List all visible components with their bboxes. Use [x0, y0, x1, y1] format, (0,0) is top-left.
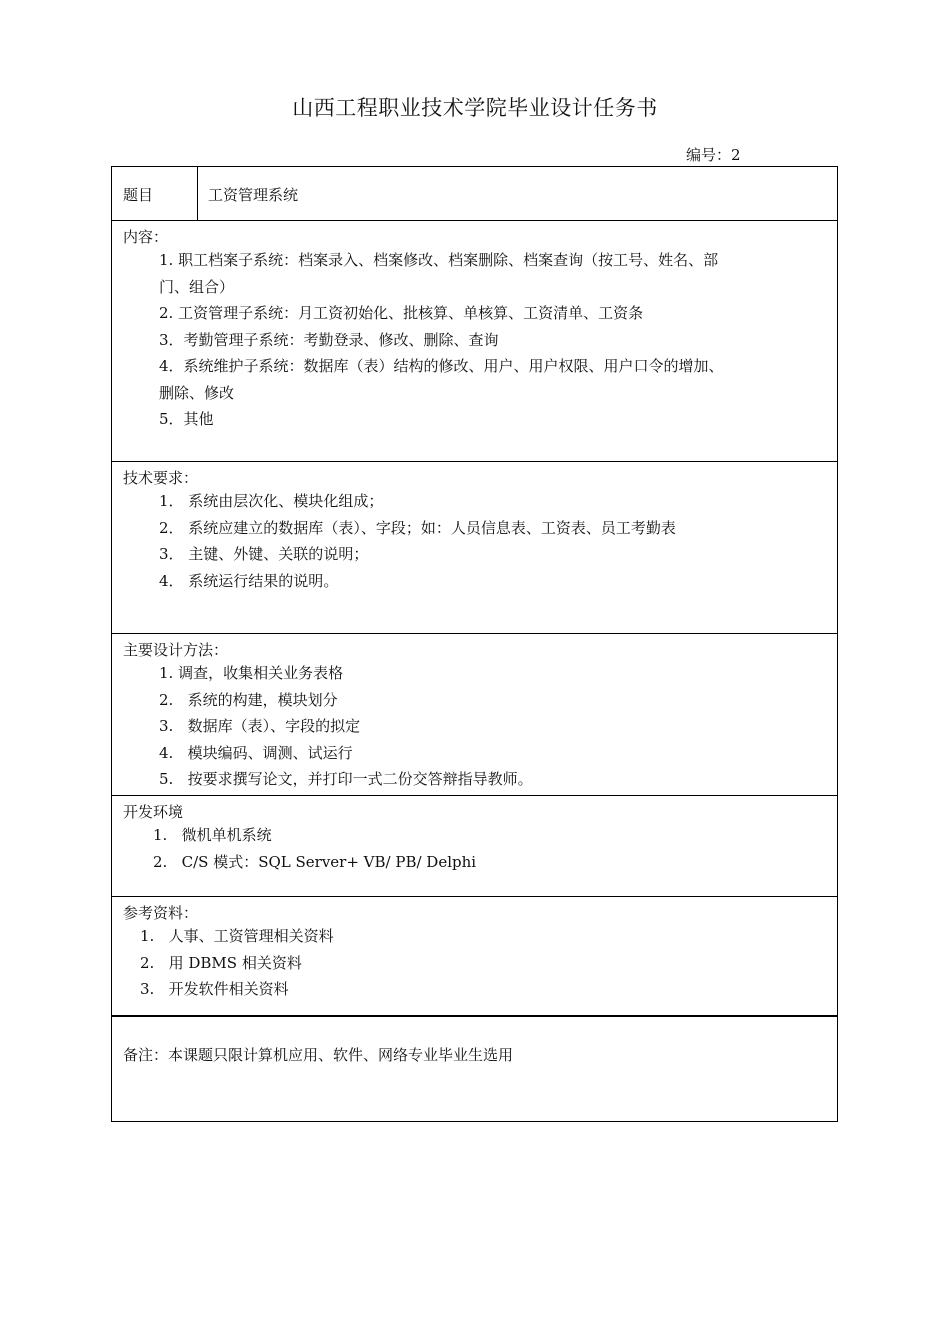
method-item: 1. 调查，收集相关业务表格	[159, 664, 344, 682]
ref-item: 1. 人事、工资管理相关资料	[140, 927, 334, 945]
method-heading: 主要设计方法：	[123, 641, 229, 659]
task-form-table	[111, 166, 838, 1122]
note-text: 备注：本课题只限计算机应用、软件、网络专业毕业生选用	[123, 1046, 514, 1064]
tech-item: 3． 主键、外键、关联的说明；	[159, 545, 369, 563]
content-item: 1. 职工档案子系统：档案录入、档案修改、档案删除、档案查询（按工号、姓名、部	[159, 251, 719, 269]
content-item: 5．其他	[159, 410, 214, 428]
content-item: 门、组合）	[159, 277, 235, 296]
references-section	[112, 896, 837, 1015]
tech-item: 2． 系统应建立的数据库（表）、字段；如：人员信息表、工资表、员工考勤表	[159, 518, 676, 537]
content-item: 2. 工资管理子系统：月工资初始化、批核算、单核算、工资清单、工资条	[159, 304, 644, 322]
content-section	[112, 220, 837, 461]
design-method-section	[112, 633, 837, 795]
dev-environment-section	[112, 795, 837, 896]
tech-item: 1． 系统由层次化、模块化组成；	[159, 492, 384, 510]
method-item: 2. 系统的构建，模块划分	[159, 690, 338, 709]
env-item: 1. 微机单机系统	[153, 826, 272, 844]
ref-item: 3. 开发软件相关资料	[140, 980, 289, 998]
document-title: 山西工程职业技术学院毕业设计任务书	[292, 96, 658, 120]
topic-row	[112, 167, 837, 220]
refs-heading: 参考资料：	[123, 904, 199, 922]
document-number: 编号：2	[686, 146, 741, 164]
content-heading: 内容：	[123, 228, 169, 246]
note-section	[112, 1015, 837, 1121]
method-item: 5. 按要求撰写论文，并打印一式二份交答辩指导教师。	[159, 770, 533, 788]
topic-value: 工资管理系统	[208, 186, 299, 204]
method-item: 4. 模块编码、调测、试运行	[159, 743, 353, 762]
content-item: 4．系统维护子系统：数据库（表）结构的修改、用户、用户权限、用户口令的增加、	[159, 357, 724, 375]
content-item: 3．考勤管理子系统：考勤登录、修改、删除、查询	[159, 330, 499, 349]
method-item: 3. 数据库（表）、字段的拟定	[159, 717, 361, 735]
tech-item: 4． 系统运行结果的说明。	[159, 571, 339, 590]
env-item: 2. C/S 模式：SQL Server+ VB/ PB/ Delphi	[153, 852, 477, 871]
tech-heading: 技术要求：	[123, 469, 199, 487]
content-item: 删除、修改	[159, 383, 235, 402]
tech-requirements-section	[112, 461, 837, 633]
topic-label: 题目	[112, 167, 198, 220]
env-heading: 开发环境	[123, 803, 184, 821]
ref-item: 2. 用 DBMS 相关资料	[140, 953, 302, 972]
